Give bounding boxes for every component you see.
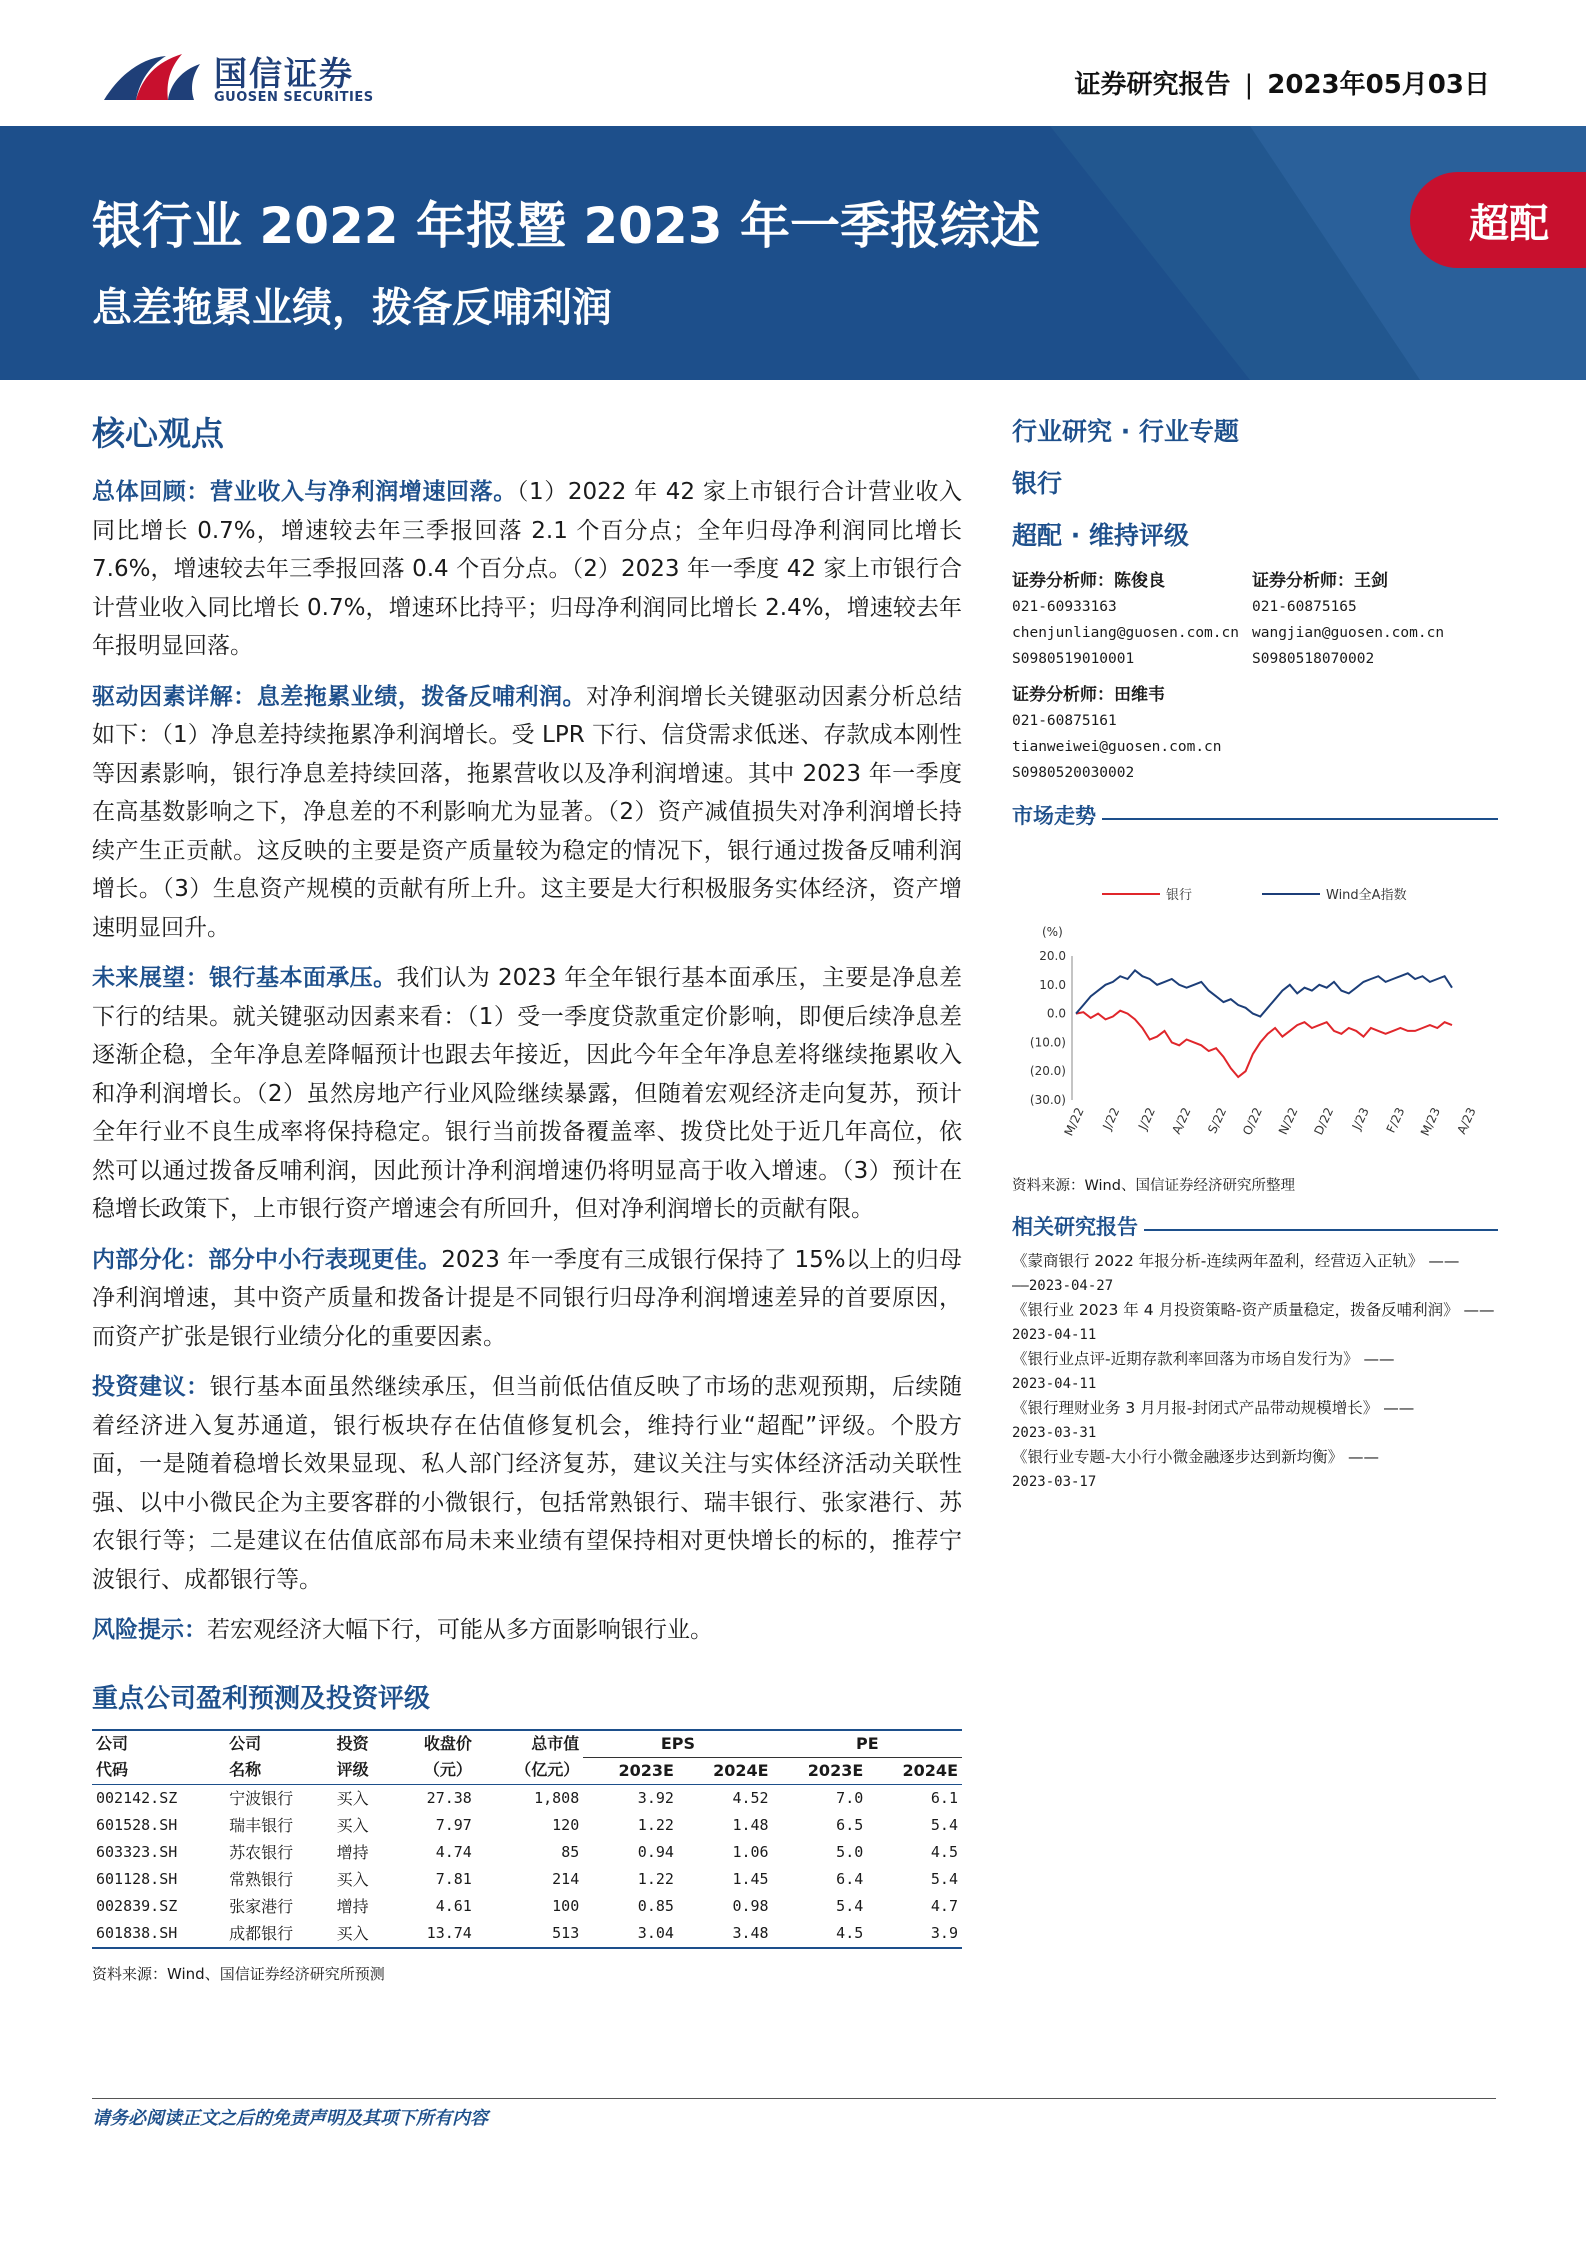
industry-rating: 超配 · 维持评级 xyxy=(1012,521,1189,550)
market-trend-heading: 市场走势 xyxy=(1012,800,1498,830)
footer-divider xyxy=(92,2098,1496,2099)
x-tick-label: M/23 xyxy=(1417,1105,1444,1139)
header-eps-2023: 2023E xyxy=(583,1757,678,1784)
y-tick-label: 20.0 xyxy=(1039,949,1066,963)
report-item[interactable]: 《银行理财业务 3 月月报-封闭式产品带动规模增长》 —— 2023-03-31 xyxy=(1012,1399,1415,1441)
title-banner xyxy=(0,126,1586,380)
x-tick-label: D/22 xyxy=(1311,1105,1337,1138)
analyst-list xyxy=(1012,568,1498,796)
related-reports xyxy=(1012,1211,1498,1494)
header-mcap-2: （亿元） xyxy=(476,1757,583,1784)
table-row: 601128.SH 常熟银行 买入 7.81 214 1.22 1.45 6.4 5.4 xyxy=(96,1869,958,1889)
paragraph-overview: 总体回顾：营业收入与净利润增速回落。（1）2022 年 42 家上市银行合计营业收入同比增长 0.7%，增速较去年三季报回落 2.1 个百分点；全年归母净利润同比增长 7.6%，增速较去年三季报回落 0.4 个百分点。（2）2023 年一季度 42 家上市银行合计营业收入同比增长 0.7%，增速环比持平；归母净利润同比增长 2.4%，增速较去年年报明显回落。 xyxy=(92,479,963,659)
analyst-card: 证券分析师：田维韦 021-60875161 tianweiwei@guosen.com.cn S0980520030002 xyxy=(1012,685,1222,781)
sidebar xyxy=(1012,412,1498,1494)
report-date: 2023年05月03日 xyxy=(1267,70,1490,100)
header-eps-2024: 2024E xyxy=(678,1757,773,1784)
x-tick-label: N/22 xyxy=(1275,1105,1301,1137)
related-reports-heading: 相关研究报告 xyxy=(1012,1211,1498,1241)
analyst-card: 证券分析师：王剑 021-60875165 wangjian@guosen.com.cn S0980518070002 xyxy=(1252,571,1445,667)
paragraph-outlook: 未来展望：银行基本面承压。我们认为 2023 年全年银行基本面承压，主要是净息差下行的结果。就关键驱动因素来看：（1）受一季度贷款重定价影响，即便后续净息差逐渐企稳，全年净息差降幅预计也跟去年接近，因此今年全年净息差将继续拖累收入和净利润增长。（2）虽然房地产行业风险继续暴露，但随着宏观经济走向复苏，预计全年行业不良生成率将保持稳定。银行当前拨备覆盖率、拨贷比处于近几年高位，依然可以通过拨备反哺利润，因此预计净利润增速仍将明显高于收入增速。（3）预计在稳增长政策下，上市银行资产增速会有所回升，但对净利润增长的贡献有限。 xyxy=(92,965,963,1222)
x-tick-label: F/23 xyxy=(1383,1105,1408,1136)
paragraph-risk: 风险提示：若宏观经济大幅下行，可能从多方面影响银行业。 xyxy=(92,1617,713,1643)
x-tick-label: A/22 xyxy=(1169,1105,1194,1137)
paragraph-differentiation: 内部分化：部分中小行表现更佳。2023 年一季度有三成银行保持了 15%以上的归母净利润增速，其中资产质量和拨备计提是不同银行归母净利润增速差异的首要原因，而资产扩张是银行业绩分化的重要因素。 xyxy=(92,1246,963,1350)
table-row: 002142.SZ 宁波银行 买入 27.38 1,808 3.92 4.52 7.0 6.1 xyxy=(96,1788,958,1808)
report-item[interactable]: 《银行业 2023 年 4 月投资策略-资产质量稳定，拨备反哺利润》 —— 2023-04-11 xyxy=(1012,1301,1495,1343)
header-separator: | xyxy=(1244,70,1254,100)
paragraph-investment: 投资建议：银行基本面虽然继续承压，但当前低估值反映了市场的悲观预期，后续随着经济进入复苏通道，银行板块存在估值修复机会，维持行业“超配”评级。个股方面，一是随着稳增长效果显现、私人部门经济复苏，建议关注与实体经济活动关联性强、以中小微民企为主要客群的小微银行，包括常熟银行、瑞丰银行、张家港行、苏农银行等；二是建议在估值底部布局未来业绩有望保持相对更快增长的标的，推荐宁波银行、成都银行等。 xyxy=(92,1374,963,1593)
x-tick-label: J/22 xyxy=(1135,1105,1158,1132)
legend-label: 银行 xyxy=(1166,888,1193,903)
page-header xyxy=(0,0,1586,126)
report-title: 银行业 2022 年报暨 2023 年一季报综述 xyxy=(92,197,1040,255)
x-tick-label: J/23 xyxy=(1349,1105,1372,1132)
table-source-note: 资料来源：Wind、国信证券经济研究所预测 xyxy=(92,1964,385,1983)
guosen-logo xyxy=(96,44,396,110)
rating-badge: 超配 xyxy=(1410,172,1586,268)
paragraph-drivers: 驱动因素详解：息差拖累业绩，拨备反哺利润。对净利润增长关键驱动因素分析总结如下：（1）净息差持续拖累净利润增长。受 LPR 下行、信贷需求低迷、存款成本刚性等因素影响，银行净息差持续回落，拖累营收以及净利润增速。其中 2023 年一季度在高基数影响之下，净息差的不利影响尤为显著。（2）资产减值损失对净利润增长持续产生正贡献。这反映的主要是资产质量较为稳定的情况下，银行通过拨备反哺利润增长。（3）生息资产规模的贡献有所上升。这主要是大行积极服务实体经济，资产增速明显回升。 xyxy=(92,683,963,941)
x-tick-label: S/22 xyxy=(1205,1105,1230,1136)
report-item[interactable]: 《银行业点评-近期存款利率回落为市场自发行为》 —— 2023-04-11 xyxy=(1012,1350,1395,1392)
y-axis-unit: (%) xyxy=(1042,925,1063,939)
header-name-2: 名称 xyxy=(225,1757,332,1784)
market-trend-chart xyxy=(1012,838,1498,1168)
table-row: 002839.SZ 张家港行 增持 4.61 100 0.85 0.98 5.4 4.7 xyxy=(96,1896,958,1916)
chart-svg xyxy=(1012,838,1498,1168)
table-row: 601838.SH 成都银行 买入 13.74 513 3.04 3.48 4.5 3.9 xyxy=(92,1920,962,1948)
logo-text-en: GUOSEN SECURITIES xyxy=(214,90,374,105)
report-item[interactable]: 《银行业专题-大小行小微金融逐步达到新均衡》 —— 2023-03-17 xyxy=(1012,1448,1380,1490)
header-rating-2: 评级 xyxy=(333,1757,393,1784)
logo-text-cn: 国信证券 xyxy=(214,54,354,93)
report-item[interactable]: 《蒙商银行 2022 年报分析-连续两年盈利，经营迈入正轨》 —— ——2023-04-27 xyxy=(1012,1252,1460,1294)
series-line-wind-a xyxy=(1076,970,1452,1016)
header-pe-2023: 2023E xyxy=(773,1757,868,1784)
header-price: 收盘价 xyxy=(392,1730,476,1758)
table-row: 601528.SH 瑞丰银行 买入 7.97 120 1.22 1.48 6.5 5.4 xyxy=(96,1815,958,1835)
report-category: 行业研究 · 行业专题 xyxy=(1012,417,1239,446)
x-tick-label: M/22 xyxy=(1061,1105,1087,1139)
y-tick-label: 10.0 xyxy=(1039,977,1066,992)
analyst-card: 证券分析师：陈俊良 021-60933163 chenjunliang@guosen.com.cn S0980519010001 xyxy=(1012,571,1239,667)
y-tick-label: (10.0) xyxy=(1029,1035,1066,1050)
header-code-2: 代码 xyxy=(92,1757,225,1784)
report-subtitle: 息差拖累业绩，拨备反哺利润 xyxy=(92,285,612,331)
table-title: 重点公司盈利预测及投资评级 xyxy=(92,1683,431,1714)
header-pe-2024: 2024E xyxy=(867,1757,962,1784)
forecast-table xyxy=(92,1729,962,1949)
header-eps: EPS xyxy=(583,1730,772,1758)
legend-label: Wind全A指数 xyxy=(1326,888,1407,903)
logo-mark-icon xyxy=(96,44,208,108)
y-tick-label: 0.0 xyxy=(1046,1006,1066,1021)
series-line-bank xyxy=(1076,1011,1452,1077)
chart-source-note: 资料来源：Wind、国信证券经济研究所整理 xyxy=(1012,1178,1295,1194)
report-type: 证券研究报告 xyxy=(1074,70,1231,100)
x-tick-label: O/22 xyxy=(1240,1105,1265,1138)
y-tick-label: (30.0) xyxy=(1029,1093,1066,1107)
industry-name: 银行 xyxy=(1012,469,1063,498)
header-rating: 投资 xyxy=(333,1730,393,1758)
footer-disclaimer: 请务必阅读正文之后的免责声明及其项下所有内容 xyxy=(92,2108,488,2129)
section-title: 核心观点 xyxy=(92,414,224,453)
x-tick-label: J/22 xyxy=(1100,1105,1123,1132)
report-meta xyxy=(1074,64,1490,101)
y-tick-label: (20.0) xyxy=(1029,1064,1066,1079)
header-price-2: （元） xyxy=(392,1757,476,1784)
header-code: 公司 xyxy=(92,1730,225,1758)
x-tick-label: A/23 xyxy=(1454,1105,1479,1137)
main-content xyxy=(92,408,962,1984)
header-name: 公司 xyxy=(225,1730,332,1758)
header-pe: PE xyxy=(773,1730,962,1758)
header-mcap: 总市值 xyxy=(476,1730,583,1758)
table-row: 603323.SH 苏农银行 增持 4.74 85 0.94 1.06 5.0 4.5 xyxy=(96,1842,958,1862)
